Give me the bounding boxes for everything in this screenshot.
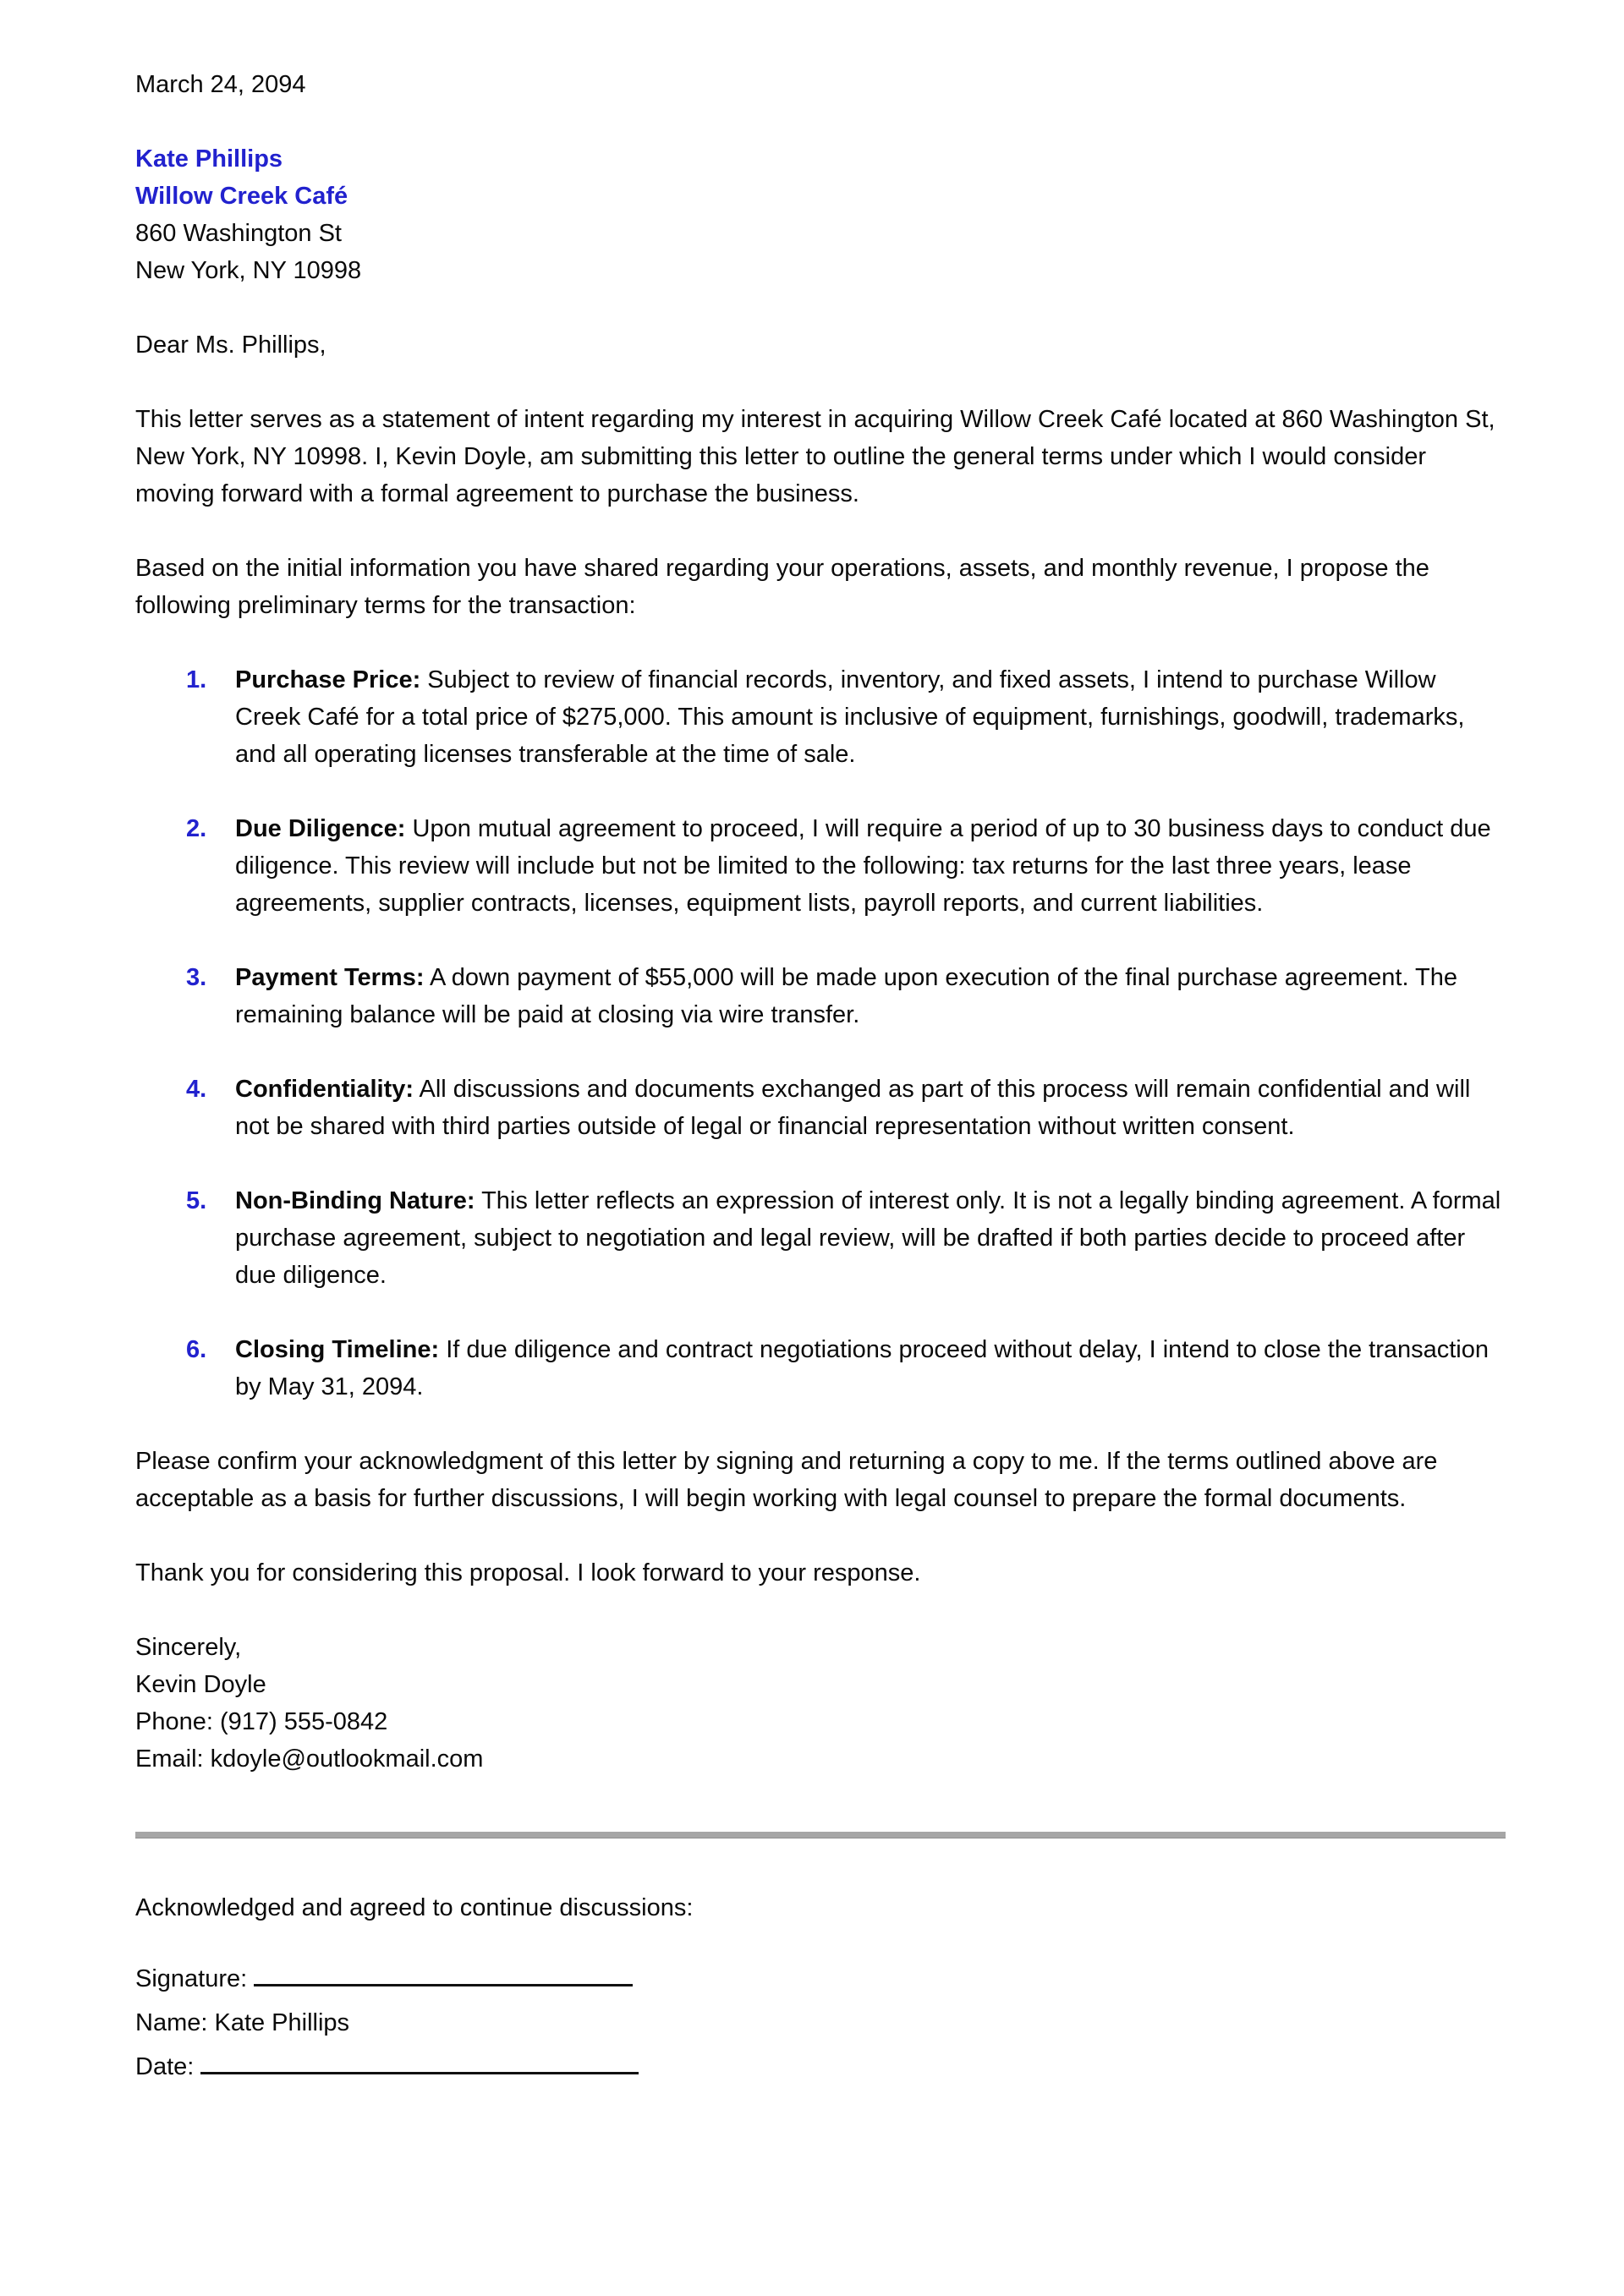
signature-line [254, 1959, 633, 1986]
term-item-purchase-price [186, 661, 1506, 773]
term-description: Subject to review of financial records, inventory, and fixed assets, I intend to purchase Willow Creek Café for a total price of $275,000. This amount is inclusive of equipment, furnishings, goodwill, trademarks, and all operating licenses transferable at the time of sale. [235, 666, 1465, 768]
recipient-address-line2: New York, NY 10998 [135, 257, 362, 284]
salutation: Dear Ms. Phillips, [135, 332, 326, 359]
term-text [235, 810, 1504, 922]
acknowledgment-heading: Acknowledged and agreed to continue discussions: [135, 1894, 694, 1921]
term-number: 2. [186, 815, 207, 842]
term-number: 6. [186, 1336, 207, 1363]
signature-row [135, 1957, 1506, 2001]
term-description: Upon mutual agreement to proceed, I will require a period of up to 30 business days to conduct due diligence. This review will include but not be limited to the following: tax returns for the last three years, lease agreements, supplier contracts, licenses, equipment lists, payroll reports, and current liabilities. [235, 815, 1491, 917]
signature-label: Signature: [135, 1965, 248, 1992]
section-divider [135, 1832, 1506, 1838]
term-item-payment-terms [186, 959, 1506, 1033]
signoff-name: Kevin Doyle [135, 1671, 266, 1698]
acknowledgment-signature-block [135, 1957, 1506, 2089]
term-description: A down payment of $55,000 will be made upon execution of the final purchase agreement. The remaining balance will be paid at closing via wire transfer. [235, 964, 1458, 1028]
term-text [235, 959, 1504, 1033]
signoff-block [135, 1629, 1506, 1778]
signoff-phone: Phone: (917) 555-0842 [135, 1708, 388, 1735]
recipient-block [135, 140, 1506, 289]
term-description: This letter reflects an expression of interest only. It is not a legally binding agreement. A formal purchase agreement, subject to negotiation and legal review, will be drafted if both parties decide to proceed after due diligence. [235, 1187, 1501, 1289]
recipient-company: Willow Creek Café [135, 183, 348, 210]
recipient-name: Kate Phillips [135, 145, 283, 173]
term-number: 4. [186, 1076, 207, 1103]
term-number: 3. [186, 964, 207, 991]
term-item-non-binding [186, 1182, 1506, 1294]
recipient-address-line1: 860 Washington St [135, 220, 342, 247]
term-description: If due diligence and contract negotiations proceed without delay, I intend to close the transaction by May 31, 2094. [235, 1336, 1489, 1400]
term-label: Due Diligence: [235, 815, 406, 842]
term-item-confidentiality [186, 1071, 1506, 1145]
terms-list [135, 661, 1506, 1406]
term-label: Payment Terms: [235, 964, 425, 991]
term-item-closing-timeline [186, 1331, 1506, 1406]
closing-paragraph-1: Please confirm your acknowledgment of this letter by signing and returning a copy to me. If the terms outlined above are acceptable as a basis for further discussions, I will begin working with legal counsel to prepare the formal documents. [135, 1448, 1438, 1512]
closing-paragraph-2: Thank you for considering this proposal. I look forward to your response. [135, 1559, 921, 1586]
signoff-closing: Sincerely, [135, 1634, 242, 1661]
date-line [200, 2047, 639, 2074]
term-item-due-diligence [186, 810, 1506, 922]
intro-paragraph-2: Based on the initial information you have shared regarding your operations, assets, and monthly revenue, I propose the following preliminary terms for the transaction: [135, 555, 1429, 619]
term-label: Confidentiality: [235, 1076, 414, 1103]
term-label: Closing Timeline: [235, 1336, 440, 1363]
date-label: Date: [135, 2053, 195, 2080]
term-text [235, 1182, 1504, 1294]
term-label: Non-Binding Nature: [235, 1187, 475, 1214]
name-row: Name: Kate Phillips [135, 2009, 350, 2036]
term-description: All discussions and documents exchanged as part of this process will remain confidential and will not be shared with third parties outside of legal or financial representation without written consent. [235, 1076, 1471, 1140]
date-row [135, 2045, 1506, 2089]
term-label: Purchase Price: [235, 666, 421, 693]
intro-paragraph-1: This letter serves as a statement of intent regarding my interest in acquiring Willow Creek Café located at 860 Washington St, New York, NY 10998. I, Kevin Doyle, am submitting this letter to outline the general terms under which I would consider moving forward with a formal agreement to purchase the business. [135, 406, 1495, 507]
term-text [235, 1071, 1504, 1145]
term-text [235, 1331, 1504, 1406]
letter-date: March 24, 2094 [135, 71, 306, 98]
term-text [235, 661, 1504, 773]
term-number: 1. [186, 666, 207, 693]
signoff-email: Email: kdoyle@outlookmail.com [135, 1745, 484, 1773]
term-number: 5. [186, 1187, 207, 1214]
